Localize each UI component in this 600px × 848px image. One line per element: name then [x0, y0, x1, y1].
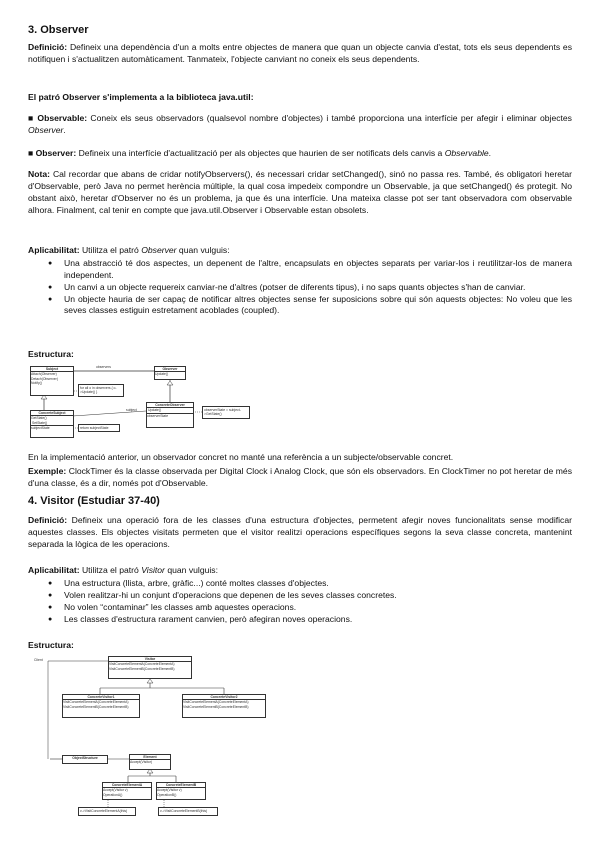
- observers-association-label: observers: [96, 365, 111, 369]
- observer-heading: 3. Observer: [28, 24, 89, 36]
- visitor-uml-diagram: [28, 652, 278, 824]
- definition-text: Defineix una dependència d'un a molts entre objectes de manera que quan un objecte canvia d'estat, tots els seus dependents es notifiquen i s'actualitzen automàticament. Tanmateix, l'objecte canviant no coneix els seus dependents.: [28, 42, 572, 64]
- observer-applicability-list: [28, 258, 572, 317]
- list-item: ● No volen “contaminar” les classes amb aquestes operacions.: [28, 602, 572, 614]
- visitor-structure-label: Estructura:: [28, 640, 74, 650]
- update-state-note: observerState = subject->GetState(): [202, 406, 250, 419]
- observer-definition: [28, 42, 572, 66]
- concrete-visitor1-class-box: ConcreteVisitor1 VisitConcreteElementA(ConcreteElementA) VisitConcreteElementB(ConcreteElementB): [62, 694, 140, 718]
- list-item: ● Volen realitzar-hi un conjunt d'operacions que depenen de les seves classes concretes.: [28, 590, 572, 602]
- observer-implementation-line: El patró Observer s'implementa a la biblioteca java.util:: [28, 92, 254, 102]
- visit-a-note: v->VisitConcreteElementA(this): [78, 807, 136, 816]
- notify-note: for all o in observers { o->Update() }: [78, 384, 124, 397]
- observer-example: Exemple: ClockTimer és la classe observada per Digital Clock i Analog Clock, que són els observadors. En ClockTimer no pot heretar de més d'una classe, és a dir, només pot d'Observable.: [28, 466, 572, 488]
- definition-label: Definició:: [28, 42, 68, 52]
- concrete-visitor2-class-box: ConcreteVisitor2 VisitConcreteElementA(ConcreteElementA) VisitConcreteElementB(ConcreteElementB): [182, 694, 266, 718]
- concrete-subject-class-box: ConcreteSubject GetState() SetState() subjectState: [30, 410, 74, 438]
- concrete-observer-class-box: ConcreteObserver Update() observerState: [146, 402, 194, 428]
- return-state-note: return subjectState: [78, 424, 120, 432]
- list-item: ● Una abstracció té dos aspectes, un depenent de l'altre, encapsulats en objectes separats per variar-los i reutilitzar-los de manera independent.: [28, 258, 572, 282]
- visitor-applicability-list: [28, 578, 572, 625]
- observer-note: Nota: Cal recordar que abans de cridar notifyObservers(), és necessari cridar setChanged(), sinó no passa res. També, és obligatori heretar d'Observable, però Java no permet herència múltiple, la qual cosa impedeix compondre un Observable, ja que setChanged() és protegit. No obstant això, heretar d'Observer no és un problema, ja que és una interfície. Una mateixa classe pot ser tant observadora com observable alhora. Finalment, cal tenir en compte que java.util.Observer i Observable estan obsolets.: [28, 169, 572, 215]
- square-bullet-icon: ■: [28, 113, 38, 123]
- concrete-element-b-class-box: ConcreteElementB Accept(Visitor v) OperationB(): [156, 782, 206, 800]
- client-label: Client: [34, 658, 43, 662]
- square-bullet-icon: ■: [28, 148, 36, 158]
- observer-class-box: Observer Update(): [154, 366, 186, 380]
- list-item: ● Una estructura (llista, arbre, gràfic...) conté moltes classes d'objectes.: [28, 578, 572, 590]
- visitor-class-box: Visitor VisitConcreteElementA(ConcreteElementA) VisitConcreteElementB(ConcreteElementB): [108, 656, 192, 679]
- subject-class-box: Subject Attach(Observer) Detach(Observer) Notify(): [30, 366, 74, 396]
- object-structure-box: ObjectStructure: [62, 755, 108, 764]
- visitor-definition: Definició: Defineix una operació fora de les classes d'una estructura d'objectes, permetent afegir noves funcionalitats sense modificar aquestes classes. Els objectes visitats permeten que el visitor realitzi operacions específiques segons la seva classe concreta, mantenint separada la lògica de les operacions.: [28, 515, 572, 549]
- list-item: ● Un objecte hauria de ser capaç de notificar altres objectes sense fer suposicions sobre qui són aquests objectes: No voleu que les seves classes estiguin estretament acoblades (coupled).: [28, 294, 572, 318]
- observer-applicability: Aplicabilitat: Utilitza el patró Observer quan vulguis:: [28, 245, 230, 255]
- observer-paragraph: ■ Observer: Defineix una interfície d'actualització per als objectes que haurien de ser notificats dels canvis a Observable.: [28, 148, 492, 158]
- observer-after-diagram-text: En la implementació anterior, un observador concret no manté una referència a un subjecte/observable concret.: [28, 452, 454, 462]
- observer-uml-diagram: [28, 362, 278, 444]
- observer-structure-label: Estructura:: [28, 349, 74, 359]
- visitor-heading: 4. Visitor (Estudiar 37-40): [28, 495, 160, 507]
- visit-b-note: v->VisitConcreteElementB(this): [158, 807, 218, 816]
- visitor-applicability: Aplicabilitat: Utilitza el patró Visitor quan vulguis:: [28, 565, 218, 575]
- observable-paragraph: ■ Observable: Coneix els seus observadors (qualsevol nombre d'objectes) i també proporciona una interfície per afegir i eliminar objectes Observer.: [28, 113, 572, 135]
- list-item: ● Un canvi a un objecte requereix canviar-ne d'altres (potser de diferents tipus), i no saps quants objectes s'han de canviar.: [28, 282, 572, 294]
- concrete-element-a-class-box: ConcreteElementA Accept(Visitor v) OperationA(): [102, 782, 152, 800]
- list-item: ● Les classes d'estructura rarament canvien, però afegiran noves operacions.: [28, 614, 572, 626]
- subject-association-label: subject: [126, 408, 137, 412]
- element-class-box: Element Accept(Visitor): [129, 754, 171, 770]
